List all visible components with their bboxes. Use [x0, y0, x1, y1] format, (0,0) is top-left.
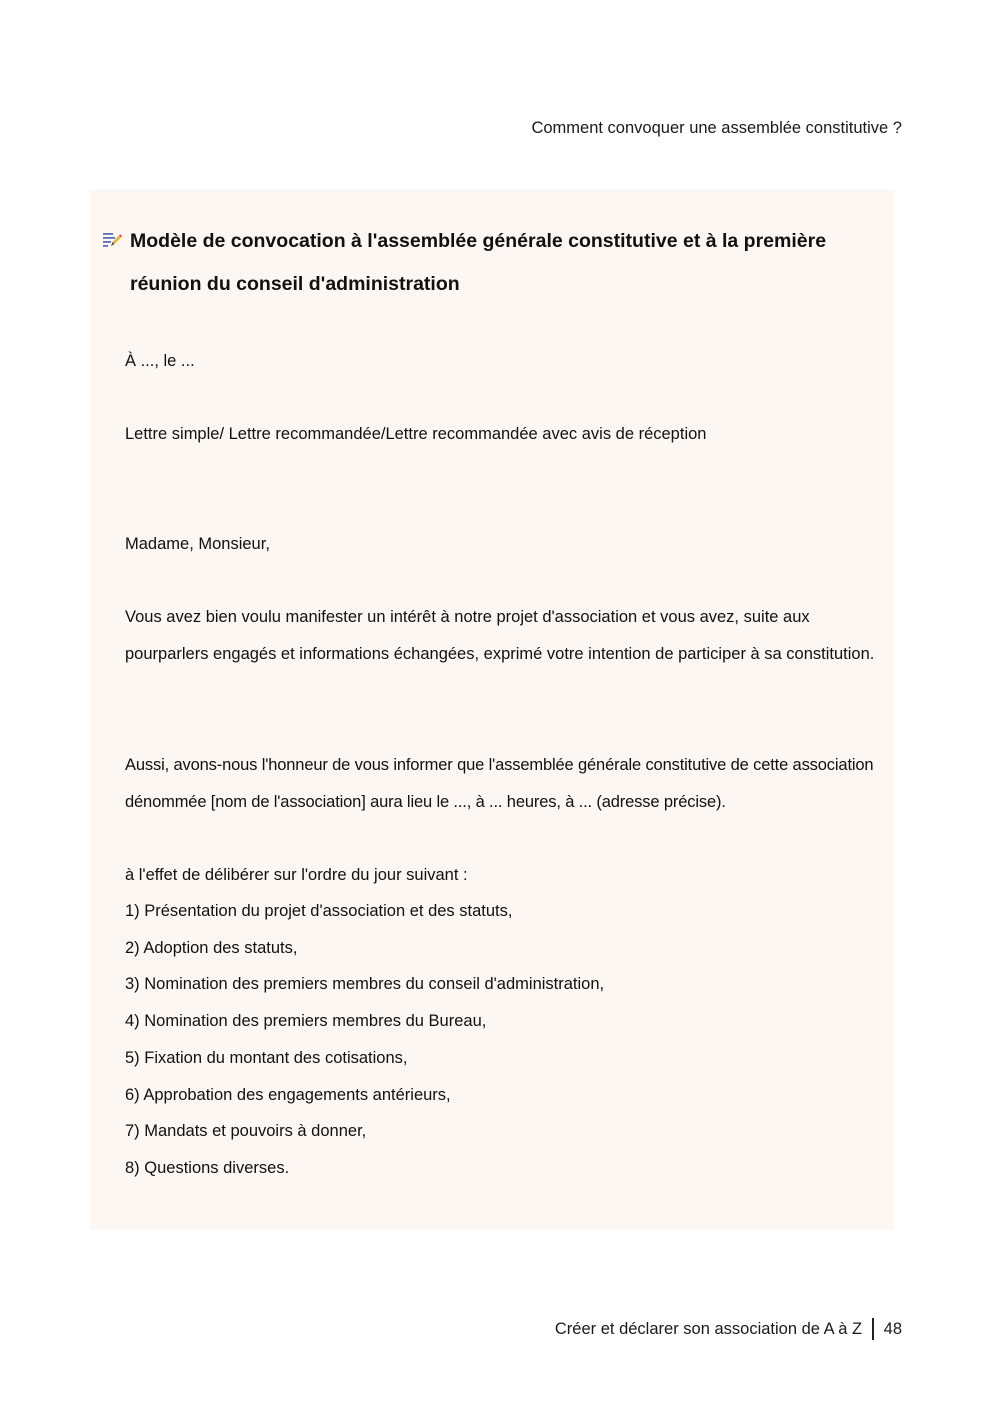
- footer-separator: [872, 1318, 874, 1340]
- agenda-item: 5) Fixation du montant des cotisations,: [125, 1048, 408, 1067]
- paragraph-meeting-info: Aussi, avons-nous l'honneur de vous informer que l'assemblée générale constitutive de cette association dénommée [nom de l'association] aura lieu le ..., à ... heures, à ... (adresse précise).: [125, 756, 874, 811]
- place-date-line: À ..., le ...: [125, 352, 195, 370]
- mail-type-line: Lettre simple/ Lettre recommandée/Lettre recommandée avec avis de réception: [125, 425, 707, 443]
- running-header: Comment convoquer une assemblée constitutive ?: [531, 119, 902, 137]
- agenda-item: 2) Adoption des statuts,: [125, 938, 298, 957]
- page-footer: [555, 1318, 902, 1340]
- panel-title: Modèle de convocation à l'assemblée générale constitutive et à la première réunion du conseil d'administration: [130, 230, 827, 295]
- agenda-intro: à l'effet de délibérer sur l'ordre du jour suivant :: [125, 866, 468, 884]
- agenda-item: 1) Présentation du projet d'association et des statuts,: [125, 902, 513, 920]
- paragraph-interest: Vous avez bien voulu manifester un intérêt à notre projet d'association et vous avez, suite aux pourparlers engagés et informations échangées, exprimé votre intention de participer à sa constitution.: [125, 608, 875, 663]
- template-letter-panel: [90, 190, 894, 1230]
- footer-book-title: Créer et déclarer son association de A à Z: [554, 1319, 863, 1338]
- agenda-item: 7) Mandats et pouvoirs à donner,: [125, 1122, 367, 1141]
- memo-pencil-icon: [102, 230, 122, 248]
- page-number: 48: [883, 1319, 902, 1338]
- salutation: Madame, Monsieur,: [125, 535, 270, 553]
- agenda-item: 3) Nomination des premiers membres du conseil d'administration,: [125, 975, 605, 994]
- agenda-item: 6) Approbation des engagements antérieurs,: [125, 1085, 451, 1104]
- agenda-item: 4) Nomination des premiers membres du Bureau,: [125, 1012, 487, 1031]
- agenda-list: [125, 893, 604, 1187]
- agenda-item: 8) Questions diverses.: [125, 1158, 290, 1177]
